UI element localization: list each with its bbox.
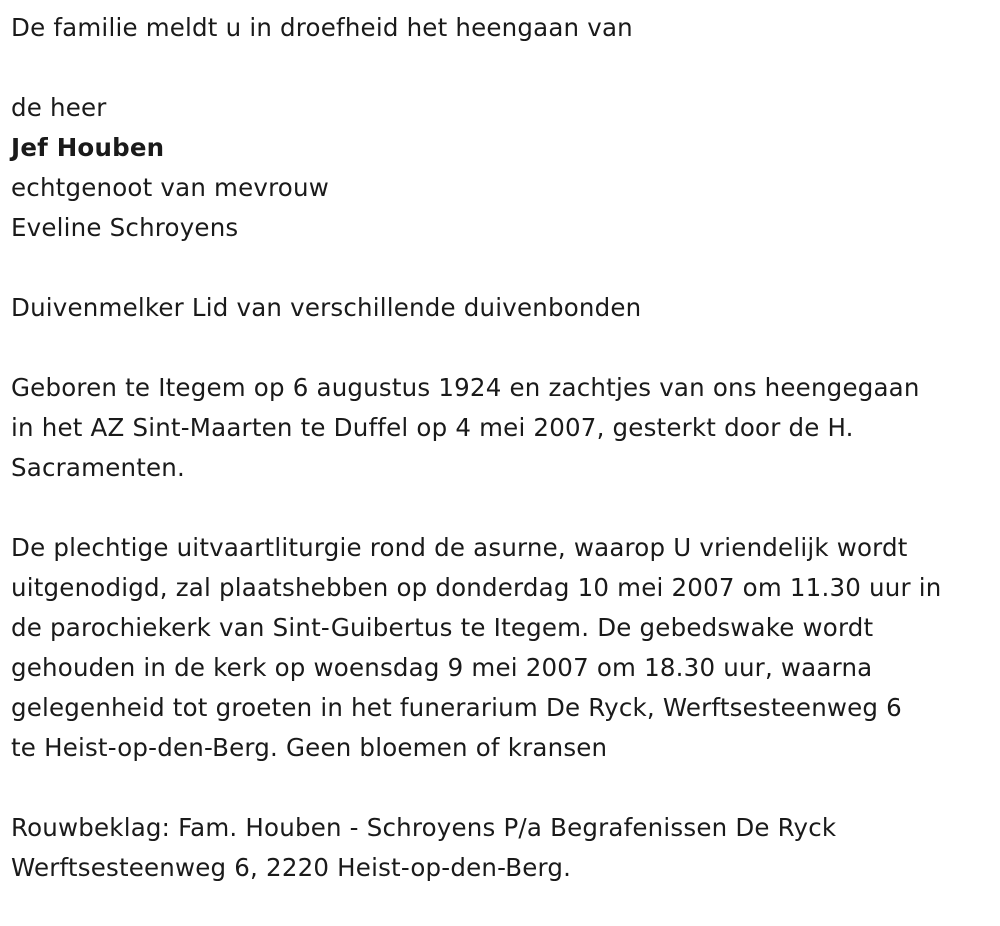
paragraph-line: in het AZ Sint-Maarten te Duffel op 4 mei 2007, gesterkt door de H. [11, 413, 854, 442]
death-notice [11, 8, 996, 888]
occupation-text: Duivenmelker Lid van verschillende duivenbonden [11, 293, 642, 322]
spouse-name: Eveline Schroyens [11, 213, 239, 242]
paragraph-line: de parochiekerk van Sint-Guibertus te Itegem. De gebedswake wordt [11, 613, 874, 642]
paragraph-line: gelegenheid tot groeten in het funerarium De Ryck, Werftsesteenweg 6 [11, 693, 902, 722]
paragraph-line: Geboren te Itegem op 6 augustus 1924 en zachtjes van ons heengegaan [11, 373, 920, 402]
funeral-paragraph [11, 528, 996, 768]
birth-death-paragraph [11, 368, 996, 488]
paragraph-line: gehouden in de kerk op woensdag 9 mei 2007 om 18.30 uur, waarna [11, 653, 873, 682]
paragraph-line: uitgenodigd, zal plaatshebben op donderdag 10 mei 2007 om 11.30 uur in [11, 573, 942, 602]
condolences-paragraph [11, 808, 996, 888]
relation-text: echtgenoot van mevrouw [11, 173, 329, 202]
paragraph-line: Sacramenten. [11, 453, 185, 482]
paragraph-line: Werftsesteenweg 6, 2220 Heist-op-den-Berg. [11, 853, 572, 882]
paragraph-line: De plechtige uitvaartliturgie rond de asurne, waarop U vriendelijk wordt [11, 533, 908, 562]
paragraph-line: te Heist-op-den-Berg. Geen bloemen of kransen [11, 733, 608, 762]
deceased-name: Jef Houben [11, 133, 165, 162]
salutation: de heer [11, 93, 107, 122]
intro-text: De familie meldt u in droefheid het heengaan van [11, 13, 633, 42]
paragraph-line: Rouwbeklag: Fam. Houben - Schroyens P/a Begrafenissen De Ryck [11, 813, 837, 842]
